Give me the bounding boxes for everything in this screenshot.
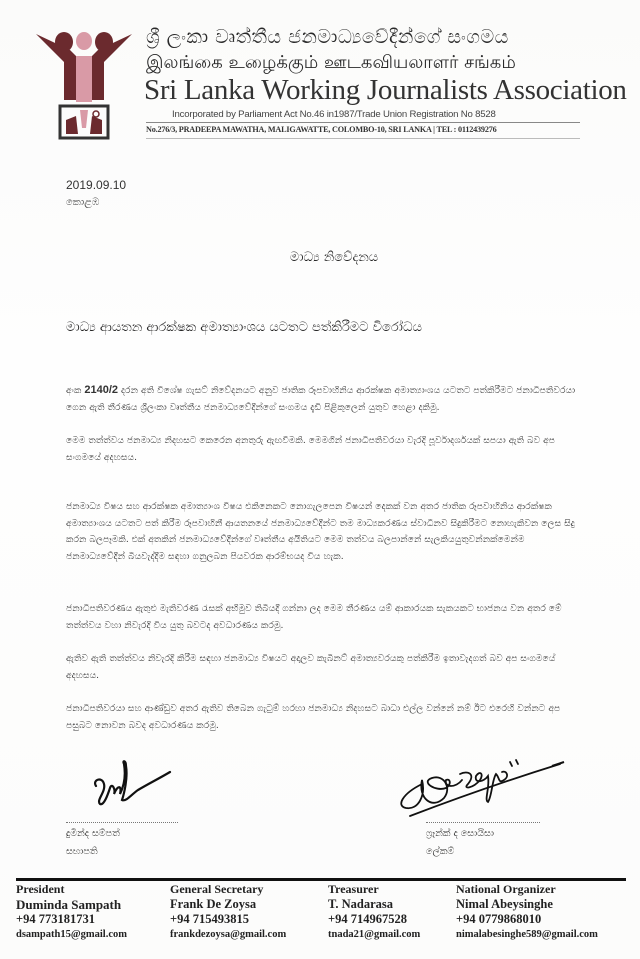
contact-email: nimalabesinghe589@gmail.com [456, 929, 598, 940]
paragraph-6: ජනාධිපතිවරයා සහ ආණ්ඩුව අතර ඇතිව තිබෙන ගැටුම් හරහා ජනමාධ්‍ය නිදහසට බාධා එල්ල වන්නේ නම් ඊට එරෙහි වන්නට අප පසුබට නොවන බවද අවධාරණය කරමු. [66, 703, 561, 731]
contact-role: National Organizer [456, 882, 556, 896]
paragraph-4: ජනාධිපතිවරණය ඇතුළු මැතිවරණ රැසක් අභිමුව තිබියදී ගන්නා ලද මෙම තීරණය යම් ආකාරයක සැකයකට භාජනය වන අතර මේ තත්ත්වය වහා නිවැරදි විය යුතු බවටද අවධාරණය කරමු. [66, 603, 562, 631]
footer-contact-treasurer [328, 882, 420, 942]
footer-contact-president [16, 882, 127, 942]
president-signature [88, 758, 178, 810]
paragraph-5: ඇතිව ඇති තත්ත්වය නිවැරදි කිරීම සඳහා ජනමාධ්‍ය විෂයට අදාලව කැබිනට් අමාත්‍යවරයකු පත්කිරීම ඉතාවැදගත් බව අප සංගමයේ අදහසය. [66, 653, 556, 681]
signature-line-left [66, 822, 178, 824]
signatory-title-secretary: ලේකම් [426, 846, 455, 857]
footer-contact-general-secretary [170, 882, 286, 942]
association-name-sinhala: ශ්‍රී ලංකා වෘත්තීය ජනමාධ්‍යවේදීන්ගේ සංගමය [146, 26, 509, 48]
footer-divider [16, 878, 626, 881]
association-name-tamil: இலங்கை உழைக்கும் ஊடகவியலாளர் சங்கம் [146, 52, 516, 73]
contact-role: General Secretary [170, 882, 264, 896]
letterhead-divider-bottom [146, 138, 580, 139]
paragraph-3: ජනමාධ්‍ය විෂය සහ ආරක්ෂක අමාත්‍යාංශ විෂය එකිනෙකට නොගැලපෙන විෂයන් දෙකක් වන අතර ජාතික රූපවාහිනිය ආරක්ෂක අමාත්‍යාංශය යටතට පත් කිරීම රූපවාහිනී ආයතනයේ ජනමාධ්‍යවේදීන්ට තම මාධ්‍යකරණය ස්වාධීනව සිදුකිරීමට නොහැකිවන ලෙස සිදු කරන බලපෑමකි. එක් අතකින් ජනමාධ්‍යවේදීන්ගේ වෘත්තීය අයිතියට මෙම තත්වය බලපාන්නේ සැලකියයුතුවන්නක්මෙන්ම ජනමාධ්‍යවේදීන් බියවැද්දීම සඳහා ගනුලබන පියවරක ආරම්භයද විය හැක. [66, 501, 575, 562]
signatory-title-president: සභාපති [66, 846, 98, 857]
contact-phone: +94 773181731 [16, 912, 95, 926]
contact-email: tnada21@gmail.com [328, 929, 421, 940]
contact-name: Duminda Sampath [16, 897, 122, 912]
document-title: මාධ්‍ය නිවේදනය [289, 250, 379, 265]
secretary-signature [392, 740, 572, 820]
letter-date: 2019.09.10 [66, 178, 127, 192]
letter-city: කොළඹ [66, 197, 100, 208]
signatory-name-secretary: ෆ්‍රෑන්ක් ද සොයිසා [426, 828, 494, 839]
paragraph-2: මෙම තත්ත්වය ජනමාධ්‍ය නිදහසට කෙරෙන අනතුරු ඇඟවීමකි. මෙමගින් ජනාධිපතිවරයා වැරදි පූර්වාදර්ශයක් සපයා ඇති බව අප සංගමයේ අදහසය. [66, 435, 556, 463]
gazette-number: 2140/2 [84, 384, 119, 396]
signatory-name-president: දුමින්ද සම්පත් [66, 828, 120, 839]
document-subject: මාධ්‍ය ආයතන ආරක්ෂක අමාත්‍යාංශය යටතට පත්කිරීමට විරෝධය [66, 320, 422, 335]
paragraph-1: අංක 2140/2 දරන අති විශේෂ ගැසට් නිවේදනයට අනුව ජාතික රූපවාහිනිය ආරක්ෂක අමාත්‍යාංශය යටතට පත්කිරීමට ජනාධිපතිවරයා ගෙන ඇති තීරණය ශ්‍රීලංකා වෘත්තීය ජනමාධ්‍යවේදීන්ගේ සංගමය දැඩි පිළිකුලෙන් යුතුව හෙළා දකිමු. [66, 384, 576, 413]
contact-role: Treasurer [328, 882, 379, 896]
contact-name: Frank De Zoysa [170, 897, 257, 911]
address-line: No.276/3, PRADEEPA MAWATHA, MALIGAWATTE, COLOMBO-10, SRI LANKA | TEL : 0112439276 [146, 125, 497, 134]
contact-phone: +94 0779868010 [456, 912, 542, 926]
association-logo-icon [34, 28, 134, 140]
contact-phone: +94 714967528 [328, 912, 407, 926]
incorporation-note: Incorporated by Parliament Act No.46 in1987/Trade Union Registration No 8528 [172, 109, 496, 120]
association-name-english: Sri Lanka Working Journalists Association [144, 74, 627, 106]
contact-name: T. Nadarasa [328, 897, 394, 911]
signature-line-right [426, 822, 540, 824]
contact-role: President [16, 882, 65, 896]
contact-email: dsampath15@gmail.com [16, 929, 127, 940]
contact-name: Nimal Abeysinghe [456, 897, 553, 911]
letterhead-divider [146, 122, 580, 123]
contact-email: frankdezoysa@gmail.com [170, 929, 287, 940]
contact-phone: +94 715493815 [170, 912, 249, 926]
footer-contact-national-organizer [456, 882, 598, 942]
